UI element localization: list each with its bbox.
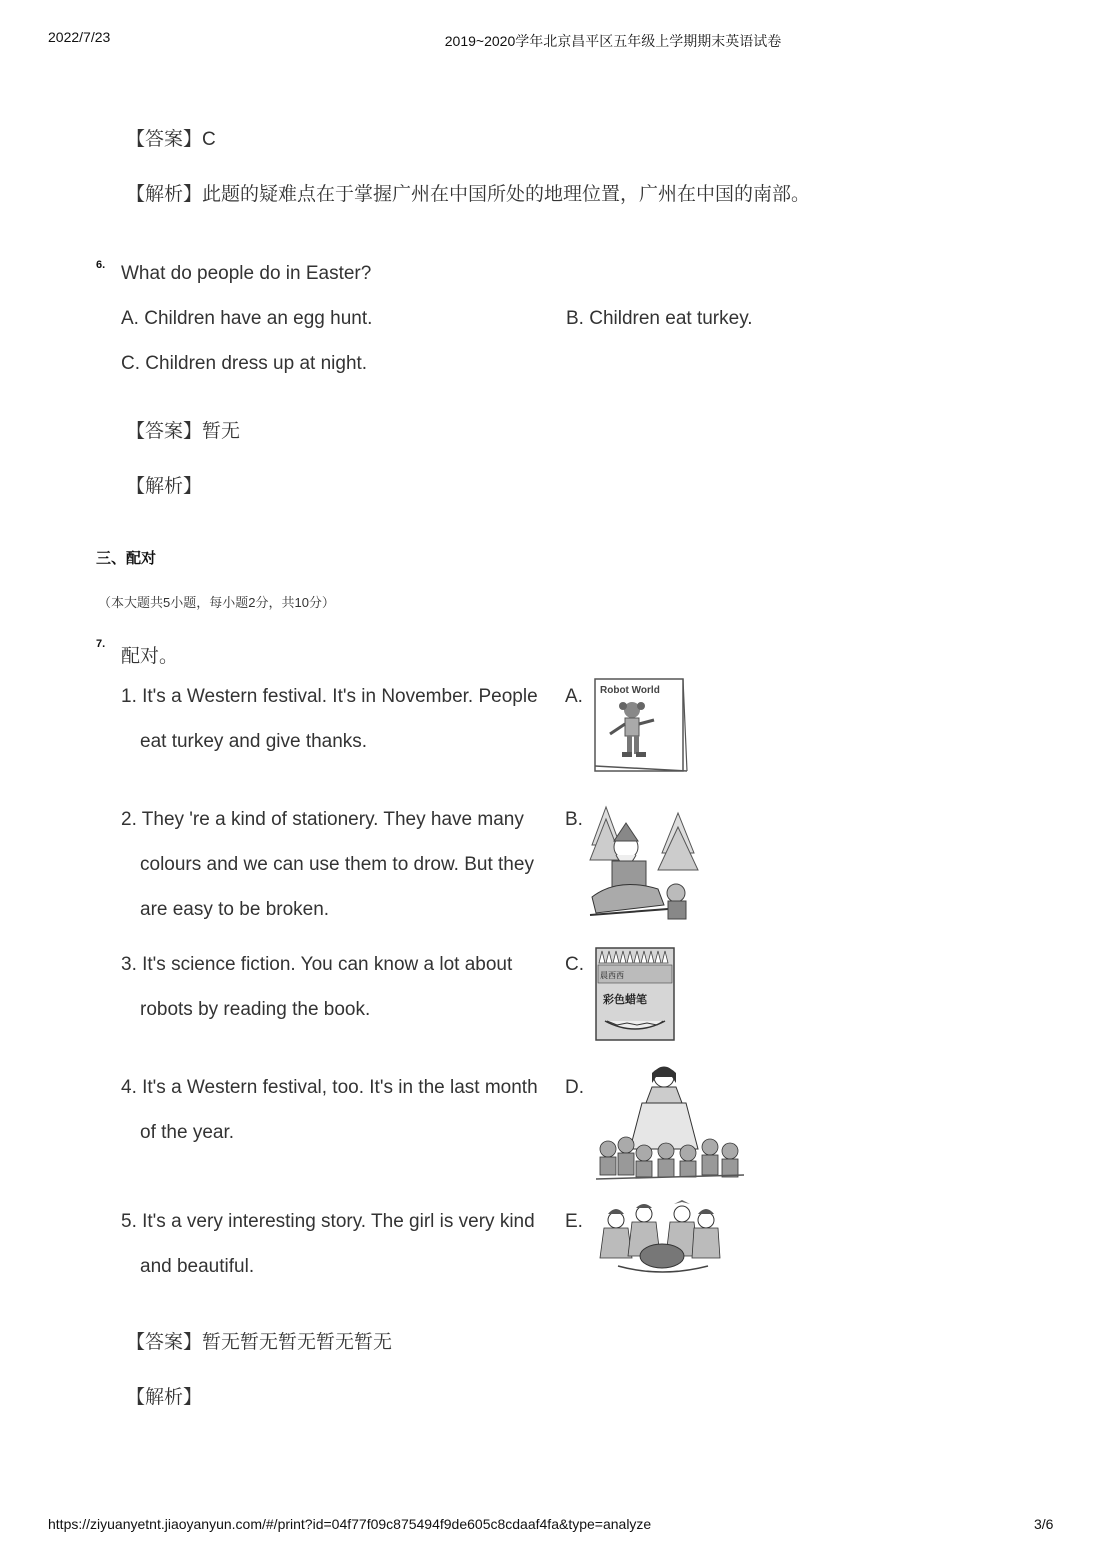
option-c: C. Children dress up at night. <box>121 353 368 374</box>
picture-letter-b: B. <box>565 809 583 830</box>
question-number: 7. <box>96 638 106 650</box>
answer-label: 【答案】 <box>126 1332 203 1353</box>
answer-value: 暂无 <box>202 421 241 442</box>
crayon-brand-text: 晨西西 <box>600 971 624 980</box>
analysis-label: 【解析】 <box>126 184 203 205</box>
section-note: （本大题共5小题，每小题2分，共10分） <box>98 595 335 610</box>
match-item-1-line2: eat turkey and give thanks. <box>140 731 368 752</box>
document-title: 2019~2020学年北京昌平区五年级上学期期末英语试卷 <box>444 33 782 49</box>
answer-row <box>126 416 240 443</box>
match-item-2-line1: 2. They 're a kind of stationery. They have many <box>121 809 524 830</box>
thanksgiving-image <box>598 1200 722 1280</box>
match-item-2-line2: colours and we can use them to drow. But they <box>140 854 534 875</box>
picture-letter-d: D. <box>565 1077 584 1098</box>
answer-row <box>126 1327 392 1354</box>
robot-book-image <box>592 676 690 776</box>
section-title: 三、配对 <box>96 550 157 567</box>
option-b: B. Children eat turkey. <box>566 308 753 329</box>
question-text: 配对。 <box>121 646 179 667</box>
crayon-box-image <box>593 945 677 1043</box>
match-item-4-line1: 4. It's a Western festival, too. It's in the last month <box>121 1077 538 1098</box>
match-item-3-line2: robots by reading the book. <box>140 999 371 1020</box>
analysis-row <box>126 179 810 206</box>
page-number: 3/6 <box>1034 1516 1054 1532</box>
match-item-5-line1: 5. It's a very interesting story. The girl is very kind <box>121 1211 535 1232</box>
answer-label: 【答案】 <box>126 129 203 150</box>
picture-letter-e: E. <box>565 1211 583 1232</box>
analysis-text: 此题的疑难点在于掌握广州在中国所处的地理位置，广州在中国的南部。 <box>202 184 811 205</box>
picture-letter-c: C. <box>565 954 584 975</box>
answer-value: C <box>202 129 216 150</box>
book-title-text: Robot World <box>600 685 660 696</box>
match-item-5-line2: and beautiful. <box>140 1256 255 1277</box>
christmas-santa-image <box>588 805 704 923</box>
question-text: What do people do in Easter? <box>121 263 372 284</box>
answer-value: 暂无暂无暂无暂无暂无 <box>202 1332 393 1353</box>
answer-row <box>126 124 216 151</box>
question-number: 6. <box>96 259 106 271</box>
option-a: A. Children have an egg hunt. <box>121 308 373 329</box>
crayon-name-text: 彩色蜡笔 <box>603 993 647 1006</box>
answer-label: 【答案】 <box>126 421 203 442</box>
match-item-1-line1: 1. It's a Western festival. It's in November. People <box>121 686 538 707</box>
print-date: 2022/7/23 <box>48 29 111 45</box>
match-item-2-line3: are easy to be broken. <box>140 899 330 920</box>
picture-letter-a: A. <box>565 686 583 707</box>
match-item-4-line2: of the year. <box>140 1122 235 1143</box>
analysis-label: 【解析】 <box>126 476 203 497</box>
analysis-label: 【解析】 <box>126 1387 203 1408</box>
page-url: https://ziyuanyetnt.jiaoyanyun.com/#/print?id=04f77f09c875494f9de605c8cdaaf4fa&type=analyze <box>48 1516 652 1532</box>
snow-white-image <box>594 1063 746 1183</box>
match-item-3-line1: 3. It's science fiction. You can know a lot about <box>121 954 513 975</box>
